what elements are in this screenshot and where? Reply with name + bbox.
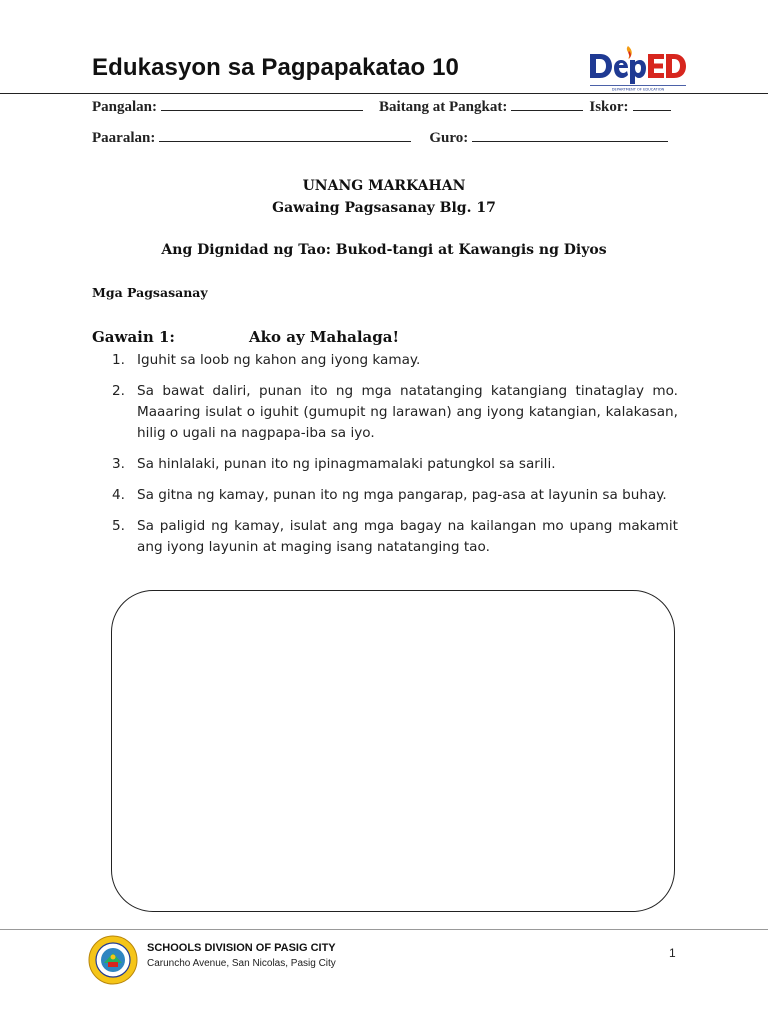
teacher-field[interactable] xyxy=(472,129,668,142)
instruction-list xyxy=(112,350,678,568)
school-info-row xyxy=(92,129,668,147)
instruction-item xyxy=(112,485,678,506)
exercises-heading: Mga Pagsasanay xyxy=(92,285,208,300)
deped-logo-subtext: DEPARTMENT OF EDUCATION xyxy=(611,87,665,92)
school-label: Paaralan: xyxy=(92,130,156,146)
page-number: 1 xyxy=(669,946,676,960)
instruction-number: 1. xyxy=(112,352,125,368)
grade-section-field[interactable] xyxy=(511,98,583,111)
grade-section-label: Baitang at Pangkat: xyxy=(379,99,508,115)
subject-title: Edukasyon sa Pagpapakatao 10 xyxy=(92,54,459,81)
division-address: Caruncho Avenue, San Nicolas, Pasig City xyxy=(147,958,336,969)
school-field[interactable] xyxy=(159,129,411,142)
instruction-text: Sa paligid ng kamay, isulat ang mga bagay na kailangan mo upang makamit ang iyong layunin at maging isang natatanging tao. xyxy=(137,518,678,555)
score-label: Iskor: xyxy=(589,99,629,115)
student-info-row xyxy=(92,98,671,116)
footer-divider xyxy=(0,929,768,930)
header-divider xyxy=(0,93,768,94)
activity-number-heading: Gawaing Pagsasanay Blg. 17 xyxy=(272,200,496,216)
instruction-item xyxy=(112,516,678,558)
name-field[interactable] xyxy=(161,98,363,111)
gawain-title: Ako ay Mahalaga! xyxy=(249,328,400,346)
instruction-number: 2. xyxy=(112,383,125,399)
quarter-heading: UNANG MARKAHAN xyxy=(302,178,466,194)
instruction-text: Sa bawat daliri, punan ito ng mga natatanging katangiang tinataglay mo. Maaaring isulat o iguhit (gumupit ng larawan) ang iyong katangian, kalakasan, hilig o ugali na nagpapa-iba sa iyo. xyxy=(137,383,678,441)
drawing-box[interactable] xyxy=(111,590,675,912)
instruction-number: 5. xyxy=(112,518,125,534)
division-name: SCHOOLS DIVISION OF PASIG CITY xyxy=(147,942,336,954)
instruction-text: Iguhit sa loob ng kahon ang iyong kamay. xyxy=(137,352,421,368)
deped-logo xyxy=(588,42,688,92)
topic-heading: Ang Dignidad ng Tao: Bukod-tangi at Kawangis ng Diyos xyxy=(161,242,607,258)
instruction-text: Sa hinlalaki, punan ito ng ipinagmamalaki patungkol sa sarili. xyxy=(137,456,556,472)
instruction-text: Sa gitna ng kamay, punan ito ng mga pangarap, pag-asa at layunin sa buhay. xyxy=(137,487,667,503)
instruction-item xyxy=(112,381,678,444)
instruction-number: 3. xyxy=(112,456,125,472)
gawain-label: Gawain 1: xyxy=(92,328,175,346)
teacher-label: Guro: xyxy=(429,130,469,146)
gawain-heading xyxy=(92,328,400,346)
instruction-item xyxy=(112,454,678,475)
name-label: Pangalan: xyxy=(92,99,158,115)
instruction-number: 4. xyxy=(112,487,125,503)
instruction-item xyxy=(112,350,678,371)
score-field[interactable] xyxy=(633,98,671,111)
division-seal-icon xyxy=(88,935,138,985)
